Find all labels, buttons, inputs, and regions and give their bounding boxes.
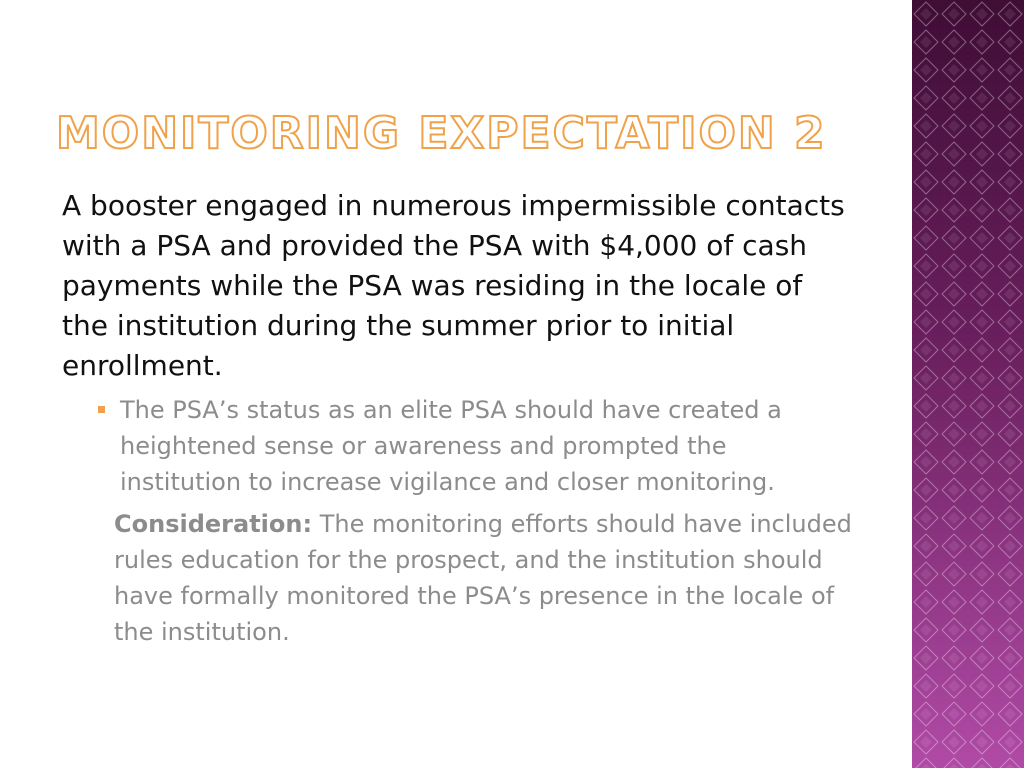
slide-content xyxy=(62,186,852,650)
consideration-paragraph xyxy=(114,506,852,650)
slide-title: MONITORING EXPECTATION 2 xyxy=(56,108,827,159)
square-bullet-icon xyxy=(98,406,105,413)
decorative-side-band xyxy=(912,0,1024,768)
sub-bullet-item xyxy=(98,392,852,500)
main-paragraph: A booster engaged in numerous impermissible contacts with a PSA and provided the PSA with $4,000 of cash payments while the PSA was residing in the locale of the institution during the summer prior to initial enrollment. xyxy=(62,189,845,382)
consideration-text: The monitoring efforts should have included rules education for the prospect, and the institution should have formally monitored the PSA’s presence in the locale of the institution. xyxy=(114,510,852,646)
diamond-pattern-icon xyxy=(912,0,1024,768)
sub-bullet-text: The PSA’s status as an elite PSA should have created a heightened sense or awareness and prompted the institution to increase vigilance and closer monitoring. xyxy=(120,396,782,496)
consideration-label: Consideration: xyxy=(114,510,313,538)
